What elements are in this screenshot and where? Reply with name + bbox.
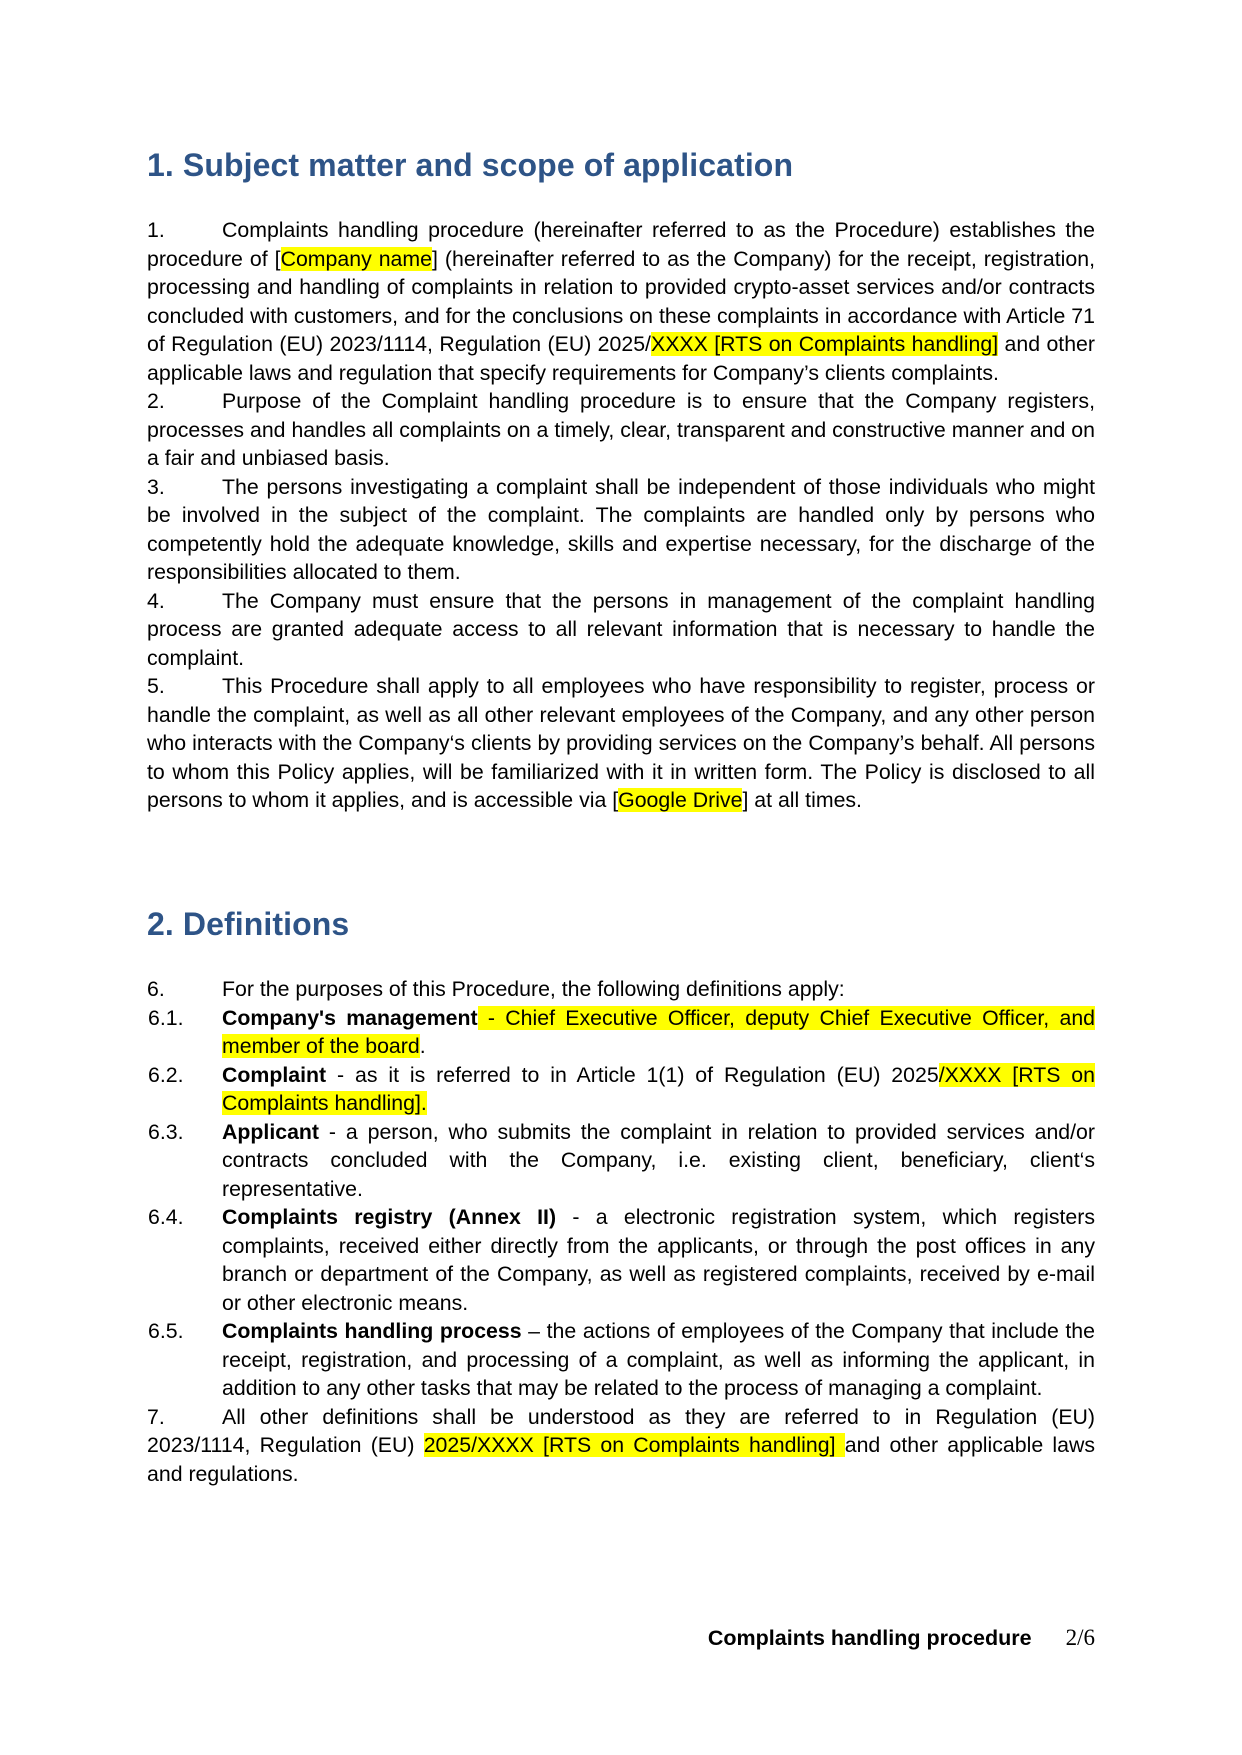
paragraph-text: Complaints handling procedure (hereinafter referred to as the Procedure) establishes the procedure of [ xyxy=(147,218,1095,271)
section-2-body xyxy=(147,975,1095,1488)
paragraph-number: 7. xyxy=(147,1404,165,1429)
definition-text: . xyxy=(419,1034,426,1058)
definition-term: Complaints registry (Annex II) xyxy=(222,1205,557,1229)
paragraph-text: and other applicable laws and regulations. xyxy=(147,1433,1095,1486)
definition-number: 6.3. xyxy=(148,1119,184,1144)
definition-term: Company's management xyxy=(222,1005,478,1030)
paragraph-4 xyxy=(147,587,1095,673)
definition-number: 6.5. xyxy=(148,1319,184,1343)
paragraph-text: ] at all times. xyxy=(742,788,862,812)
paragraph-number: 6. xyxy=(147,977,165,1001)
page-footer xyxy=(147,1625,1095,1651)
paragraph-text: All other definitions shall be understood as they are referred to in Regulation (EU) 2023/1114, Regulation (EU) xyxy=(147,1404,1095,1457)
highlighted-placeholder: XXXX [RTS on Complaints handling] xyxy=(650,332,999,356)
paragraph-text: Purpose of the Complaint handling procedure is to ensure that the Company registers, processes and handles all complaints on a timely, clear, transparent and constructive manner and on a fair and unbiased basis. xyxy=(147,389,1095,470)
section-1-body xyxy=(147,216,1095,815)
section-2-heading: 2. Definitions xyxy=(147,906,350,942)
paragraph-number: 1. xyxy=(147,218,165,242)
definition-applicant xyxy=(147,1118,1095,1204)
paragraph-number: 2. xyxy=(147,389,165,413)
definition-number: 6.1. xyxy=(148,1005,184,1030)
definition-text: - a person, who submits the complaint in relation to provided services and/or contracts concluded with the Company, i.e. existing client, beneficiary, client‘s representative. xyxy=(222,1119,1095,1201)
paragraph-7 xyxy=(147,1403,1095,1489)
paragraph-2 xyxy=(147,387,1095,473)
definition-text: - a electronic registration system, which registers complaints, received either directly from the applicants, or through the post offices in any branch or department of the Company, as well as registered complaints, received by e-mail or other electronic means. xyxy=(222,1205,1095,1315)
paragraph-text: and other applicable laws and regulation that specify requirements for Company’s clients complaints. xyxy=(147,332,1095,385)
definition-term: Applicant xyxy=(222,1119,320,1144)
paragraph-1 xyxy=(147,216,1095,387)
definition-complaints-registry xyxy=(147,1203,1095,1317)
paragraph-text: The persons investigating a complaint shall be independent of those individuals who might be involved in the subject of the complaint. The complaints are handled only by persons who competently hold the adequate knowledge, skills and expertise necessary, for the discharge of the responsibilities allocated to them. xyxy=(147,474,1095,584)
highlighted-placeholder: - Chief Executive Officer, deputy Chief Executive Officer, and member of the board xyxy=(222,1005,1096,1058)
definition-complaints-handling-process xyxy=(147,1317,1095,1403)
paragraph-text: This Procedure shall apply to all employees who have responsibility to register, process or handle the complaint, as well as all other relevant employees of the Company, and any other person who interacts with the Company‘s clients by providing services on the Company’s behalf. All persons to whom this Policy applies, will be familiarized with it in written form. The Policy is disclosed to all persons to whom it applies, and is accessible via [ xyxy=(147,674,1095,812)
definition-term: Complaint xyxy=(222,1062,327,1087)
footer-document-title: Complaints handling procedure xyxy=(707,1626,1032,1650)
footer-page-number: 2/6 xyxy=(1065,1625,1095,1650)
highlighted-placeholder: /XXXX [RTS on Complaints handling]. xyxy=(222,1062,1095,1115)
highlighted-placeholder: Company name xyxy=(280,246,432,271)
definition-number: 6.4. xyxy=(148,1205,184,1229)
definition-text: - as it is referred to in Article 1(1) of Regulation (EU) 2025 xyxy=(326,1062,939,1087)
paragraph-text: ] (hereinafter referred to as the Company) for the receipt, registration, processing and handling of complaints in relation to provided crypto-asset services and/or contracts concluded with customers, and for the conclusions on these complaints in accordance with Article 71 of Regulation (EU) 2023/1114, Regulation (EU) 2025/ xyxy=(147,246,1095,356)
paragraph-number: 3. xyxy=(147,474,165,499)
paragraph-5 xyxy=(147,672,1095,815)
paragraph-3 xyxy=(147,473,1095,587)
paragraph-text: For the purposes of this Procedure, the following definitions apply: xyxy=(222,977,845,1001)
highlighted-placeholder: Google Drive xyxy=(618,788,743,812)
definition-company-management xyxy=(147,1004,1095,1061)
definition-term: Complaints handling process xyxy=(222,1319,522,1343)
paragraph-number: 5. xyxy=(147,674,165,698)
definition-complaint xyxy=(147,1061,1095,1118)
definition-text: – the actions of employees of the Company that include the receipt, registration, and processing of a complaint, as well as informing the applicant, in addition to any other tasks that may be related to the process of managing a complaint. xyxy=(222,1319,1095,1400)
paragraph-number: 4. xyxy=(147,588,165,613)
highlighted-placeholder: 2025/XXXX [RTS on Complaints handling] xyxy=(423,1433,845,1457)
paragraph-text: The Company must ensure that the persons in management of the complaint handling process are granted adequate access to all relevant information that is necessary to handle the complaint. xyxy=(147,588,1095,670)
paragraph-6 xyxy=(147,975,1095,1004)
definition-number: 6.2. xyxy=(148,1062,184,1087)
section-1-heading: 1. Subject matter and scope of application xyxy=(147,147,794,183)
